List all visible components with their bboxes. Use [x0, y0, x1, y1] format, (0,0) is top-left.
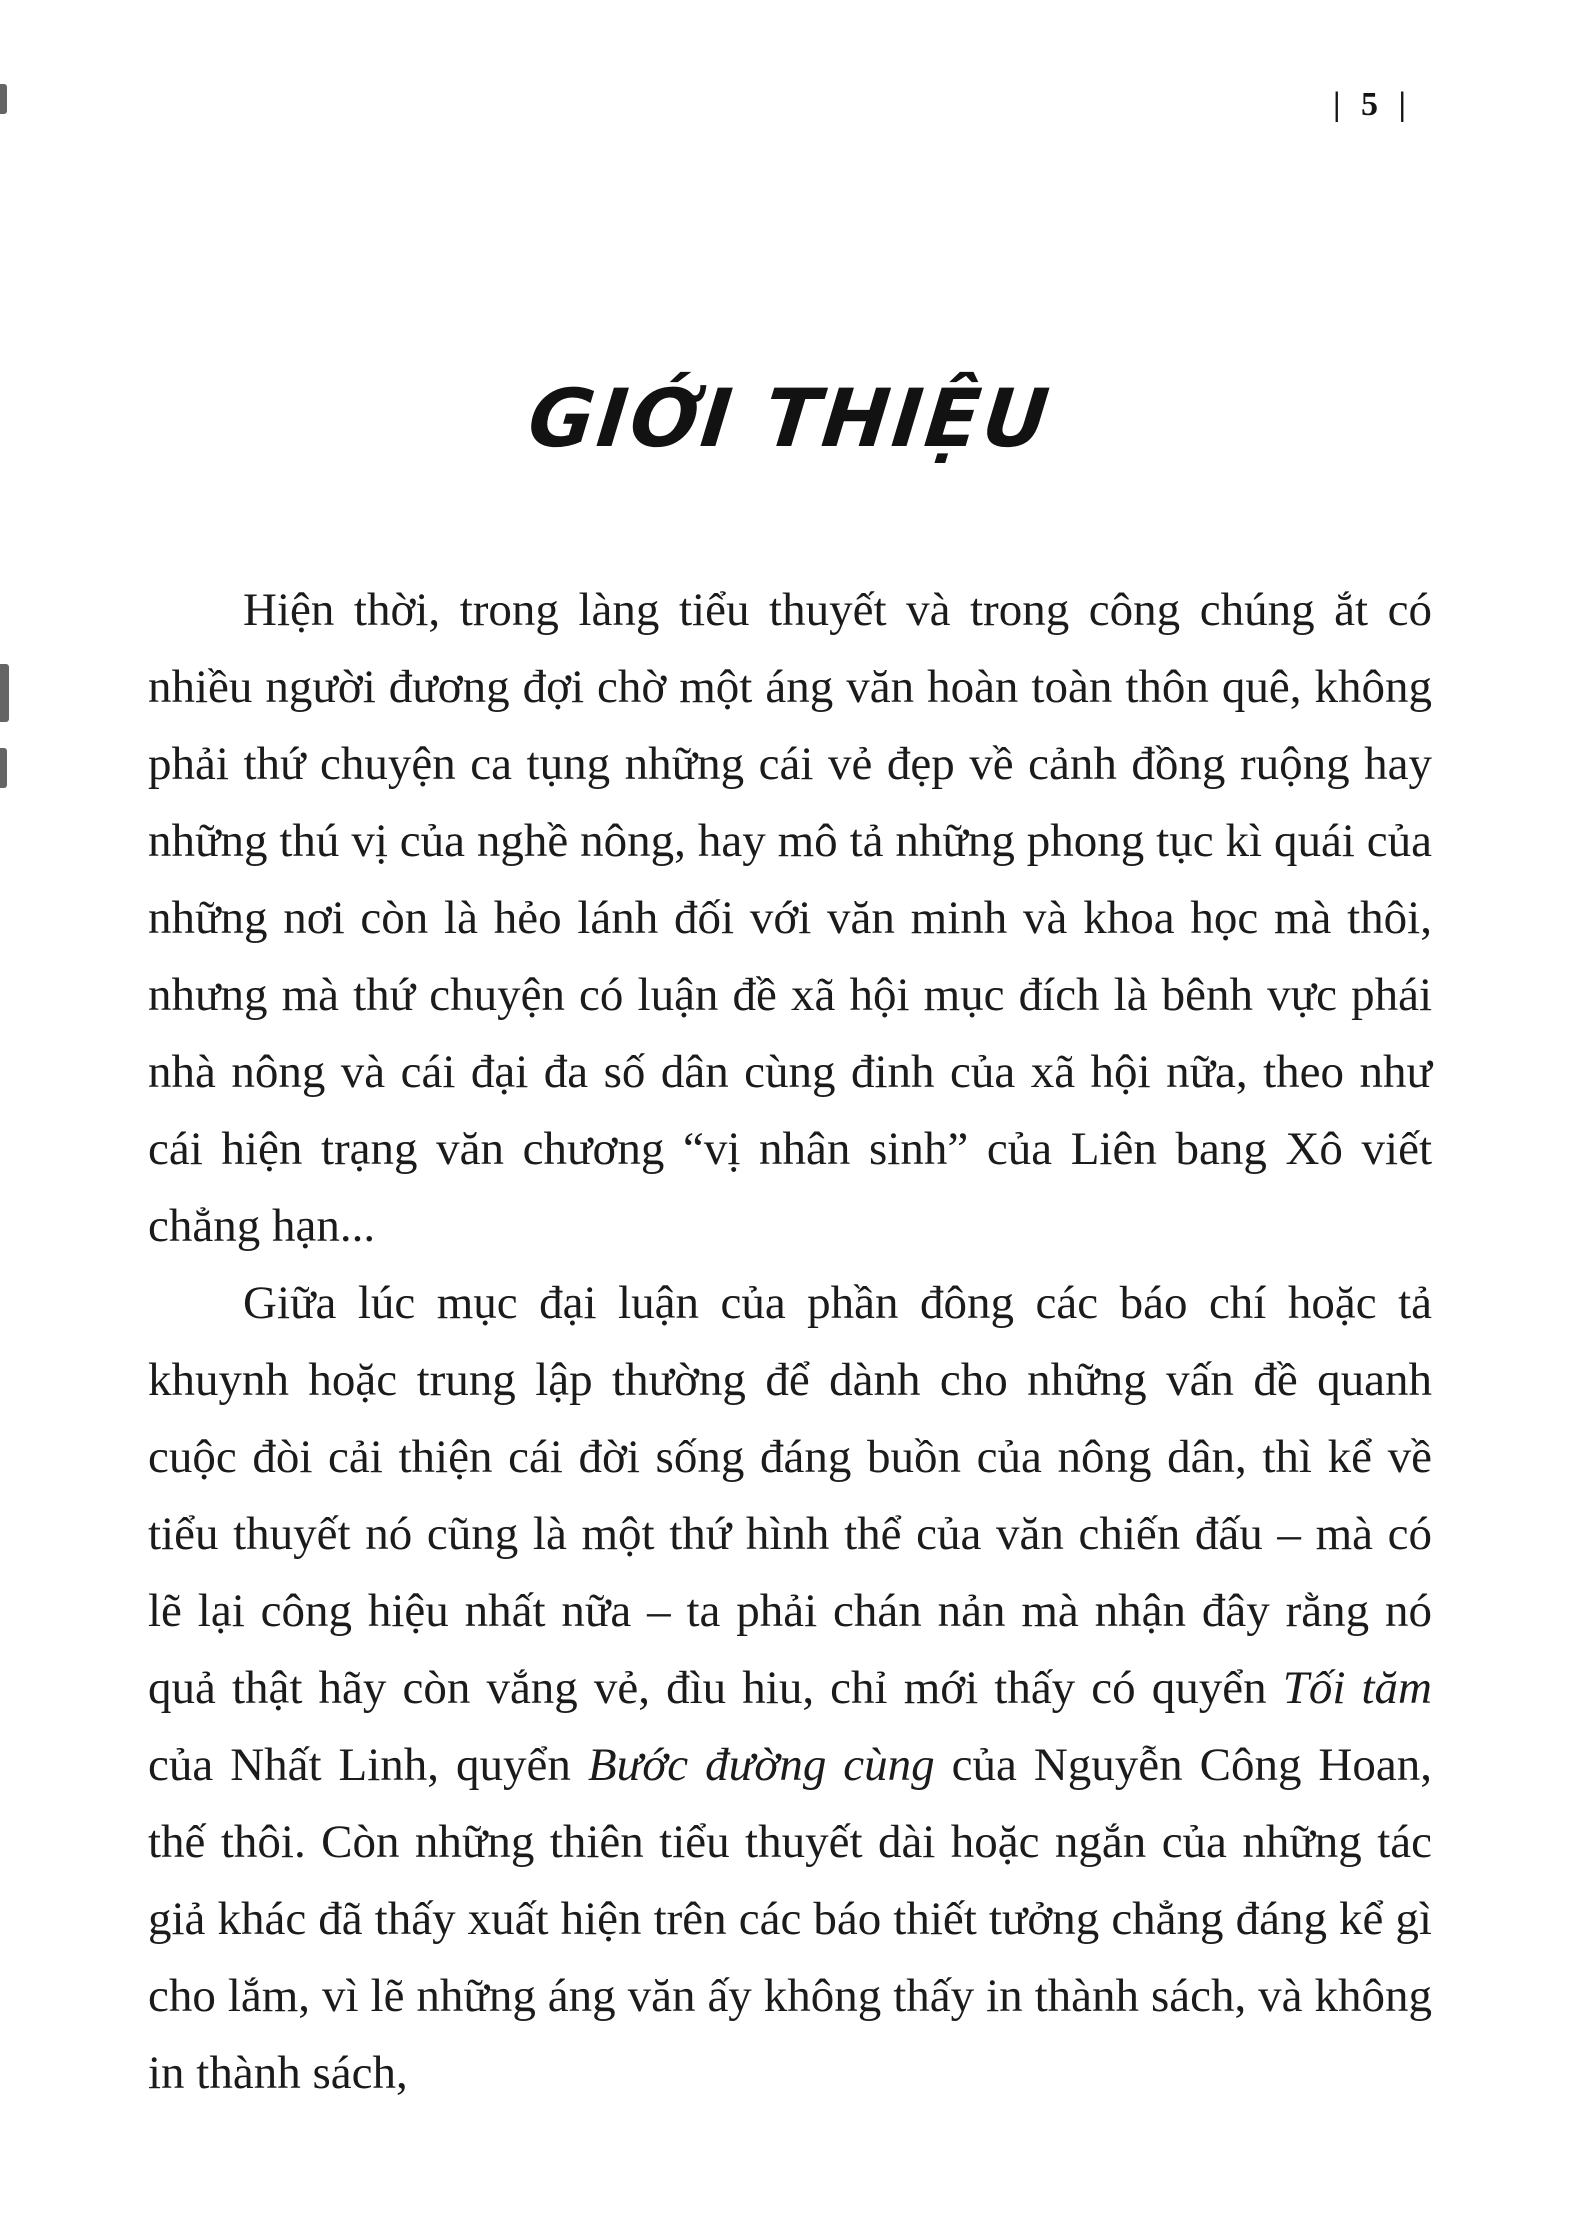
- book-title-toi-tam: Tối tăm: [1282, 1662, 1432, 1714]
- paragraph-1: [148, 572, 1432, 1265]
- paragraph-1-text: Hiện thời, trong làng tiểu thuyết và trong công chúng ắt có nhiều người đương đợi chờ một áng văn hoàn toàn thôn quê, không phải thứ chuyện ca tụng những cái vẻ đẹp về cảnh đồng ruộng hay những thú vị của nghề nông, hay mô tả những phong tục kì quái của những nơi còn là hẻo lánh đối với văn minh và khoa học mà thôi, nhưng mà thứ chuyện có luận đề xã hội mục đích là bênh vực phái nhà nông và cái đại đa số dân cùng đinh của xã hội nữa, theo như cái hiện trạng văn chương “vị nhân sinh” của Liên bang Xô viết chẳng hạn...: [148, 584, 1432, 1252]
- paragraph-2-text: của Nhất Linh, quyển: [148, 1739, 588, 1791]
- page-number: | 5 |: [1333, 86, 1412, 123]
- scan-edge-artifact: [0, 748, 7, 788]
- chapter-title: GIỚI THIỆU: [524, 372, 1056, 465]
- scan-edge-artifact: [0, 84, 7, 114]
- book-title-buoc-duong-cung: Bước đường cùng: [587, 1739, 935, 1791]
- paragraph-2-text: của Nguyễn Công Hoan, thế thôi. Còn những thiên tiểu thuyết dài hoặc ngắn của những tác giả khác đã thấy xuất hiện trên các báo thiết tưởng chẳng đáng kể gì cho lắm, vì lẽ những áng văn ấy không thấy in thành sách, và không in thành sách,: [148, 1739, 1432, 2099]
- scan-edge-artifact: [0, 664, 9, 722]
- paragraph-2-text: Giữa lúc mục đại luận của phần đông các báo chí hoặc tả khuynh hoặc trung lập thường để dành cho những vấn đề quanh cuộc đòi cải thiện cái đời sống đáng buồn của nông dân, thì kể về tiểu thuyết nó cũng là một thứ hình thể của văn chiến đấu – mà có lẽ lại công hiệu nhất nữa – ta phải chán nản mà nhận đây rằng nó quả thật hãy còn vắng vẻ, đìu hiu, chỉ mới thấy có quyển: [148, 1277, 1432, 1714]
- paragraph-2: [148, 1265, 1432, 2112]
- body-text: [148, 572, 1432, 2112]
